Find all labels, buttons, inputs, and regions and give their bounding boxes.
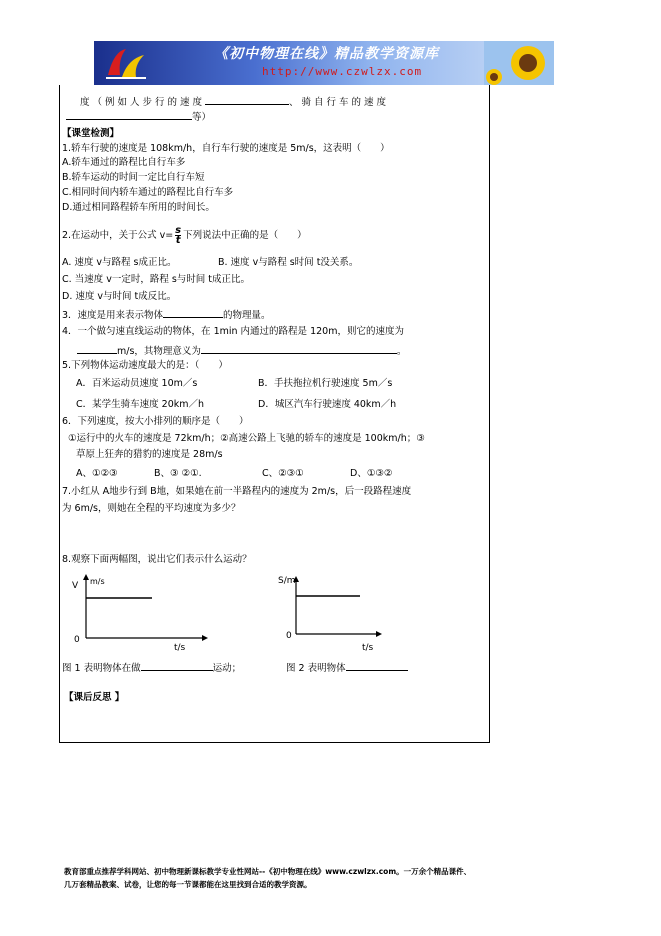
- q6-option-d[interactable]: D、①③②: [350, 468, 393, 479]
- question-6: 6．下列速度，按大小排列的顺序是（ ）: [62, 416, 249, 427]
- question-4: 4．一个做匀速直线运动的物体，在 1min 内通过的路程是 120m，则它的速度为: [62, 326, 404, 337]
- fig1-caption-post: 运动；: [212, 663, 242, 674]
- site-logo-icon: [104, 45, 148, 81]
- header-banner: [94, 41, 554, 85]
- question-3: [62, 307, 271, 322]
- fig1-caption-pre: 图 1 表明物体在做: [62, 663, 141, 674]
- q6-items-line-2: 草原上狂奔的猎豹的速度是 28m/s: [76, 449, 223, 460]
- q2-text-post: 下列说法中正确的是（ ）: [183, 230, 307, 241]
- graph-2-x-arrow-icon: [376, 631, 382, 637]
- q2-option-c[interactable]: C. 当速度 v一定时，路程 s与时间 t成正比。: [62, 274, 251, 285]
- q5-option-b[interactable]: B．手扶拖拉机行驶速度 5m／s: [258, 378, 393, 389]
- intro-text-b: 、骑自行车的速度: [289, 97, 390, 108]
- blank-fig2[interactable]: [346, 660, 408, 671]
- q6-items-line-1: ①运行中的火车的速度是 72km/h；②高速公路上飞驰的轿车的速度是 100km/h；③: [68, 433, 425, 444]
- blank-q4-meaning[interactable]: [201, 343, 397, 354]
- graph-1-x-label: t/s: [174, 643, 186, 653]
- graph-1-y-label: V: [72, 581, 79, 591]
- question-2: [62, 226, 307, 245]
- intro-line: [80, 94, 389, 109]
- q1-option-d[interactable]: D.通过相同路程轿车所用的时间长。: [62, 202, 215, 213]
- formula-denominator: t: [175, 235, 181, 246]
- graph-2-distance-time: [272, 572, 392, 654]
- q5-option-a[interactable]: A．百米运动员速度 10m／s: [76, 378, 198, 389]
- intro-line-2: [66, 109, 211, 124]
- banner-title: 《初中物理在线》精品教学资源库: [214, 46, 439, 62]
- formula-numerator: s: [175, 225, 182, 236]
- q2-text-pre: 2.在运动中，关于公式 v=: [62, 230, 174, 241]
- sunflower-icon: [484, 41, 554, 85]
- q6-option-c[interactable]: C、②③①: [262, 468, 304, 479]
- q5-option-c[interactable]: C．某学生骑车速度 20km／h: [76, 399, 205, 410]
- q2-option-a[interactable]: A. 速度 v与路程 s成正比。: [62, 257, 177, 268]
- graph-1-y-unit: m/s: [90, 577, 105, 586]
- graph-2-x-label: t/s: [362, 643, 374, 653]
- question-5: 5.下列物体运动速度最大的是：（ ）: [62, 360, 228, 371]
- q4-unit-text: m/s，其物理意义为: [117, 346, 201, 357]
- q6-option-a[interactable]: A、①②③: [76, 468, 118, 479]
- q2-option-d[interactable]: D. 速度 v与时间 t成反比。: [62, 291, 177, 302]
- q5-option-d[interactable]: D．城区汽车行驶速度 40km／h: [258, 399, 397, 410]
- intro-text-a: 度（例如人步行的速度: [80, 97, 206, 108]
- formula-fraction: [175, 226, 181, 245]
- q2-option-b[interactable]: B. 速度 v与路程 s时间 t没关系。: [218, 257, 359, 268]
- figure-2-caption: [286, 660, 408, 675]
- q1-option-c[interactable]: C.相同时间内轿车通过的路程比自行车多: [62, 187, 234, 198]
- blank-q3[interactable]: [163, 307, 223, 318]
- blank-q4-speed[interactable]: [77, 343, 117, 354]
- question-4-line-2: [77, 343, 406, 358]
- fig2-caption-pre: 图 2 表明物体: [286, 663, 346, 674]
- question-1: 1.轿车行驶的速度是 108km/h，自行车行驶的速度是 5m/s，这表明（ ）: [62, 143, 390, 154]
- blank-bike-speed[interactable]: [66, 109, 192, 120]
- q1-option-b[interactable]: B.轿车运动的时间一定比自行车短: [62, 172, 205, 183]
- q4-end: 。: [396, 346, 407, 357]
- blank-walk-speed[interactable]: [205, 94, 289, 105]
- footer-line-1: 教育部重点推荐学科网站、初中物理新课标教学专业性网站--《初中物理在线》www.czwlzx.com。一万余个精品课件、: [64, 867, 472, 876]
- graph-1-y-arrow-icon: [83, 574, 89, 580]
- q1-option-a[interactable]: A.轿车通过的路程比自行车多: [62, 157, 186, 168]
- intro-text-c: 等）: [192, 112, 212, 123]
- graph-2-origin: 0: [286, 631, 292, 641]
- graph-1-velocity-time: [62, 572, 212, 654]
- q3-text-post: 的物理量。: [223, 310, 271, 321]
- graph-2-y-label: S/m: [278, 576, 296, 586]
- question-8: 8.观察下面两幅图，说出它们表示什么运动？: [62, 554, 252, 565]
- blank-fig1[interactable]: [141, 660, 213, 671]
- footer-line-2: 几万套精品教案、试卷，让您的每一节课都能在这里找到合适的教学资源。: [64, 880, 312, 889]
- question-7-line-2: 为 6m/s，则她在全程的平均速度为多少？: [62, 503, 241, 514]
- section-check: 【课堂检测】: [62, 128, 120, 139]
- q3-text-pre: 3．速度是用来表示物体: [62, 310, 164, 321]
- q6-option-b[interactable]: B、③ ②①.: [154, 468, 202, 479]
- banner-url[interactable]: http://www.czwlzx.com: [262, 65, 423, 78]
- question-7: 7.小红从 A地步行到 B地，如果她在前一半路程内的速度为 2m/s，后一段路程速度: [62, 486, 412, 497]
- figure-1-caption: [62, 660, 241, 675]
- graph-1-origin: 0: [74, 635, 80, 645]
- graph-1-x-arrow-icon: [202, 635, 208, 641]
- section-reflect: 【课后反思 】: [64, 692, 125, 703]
